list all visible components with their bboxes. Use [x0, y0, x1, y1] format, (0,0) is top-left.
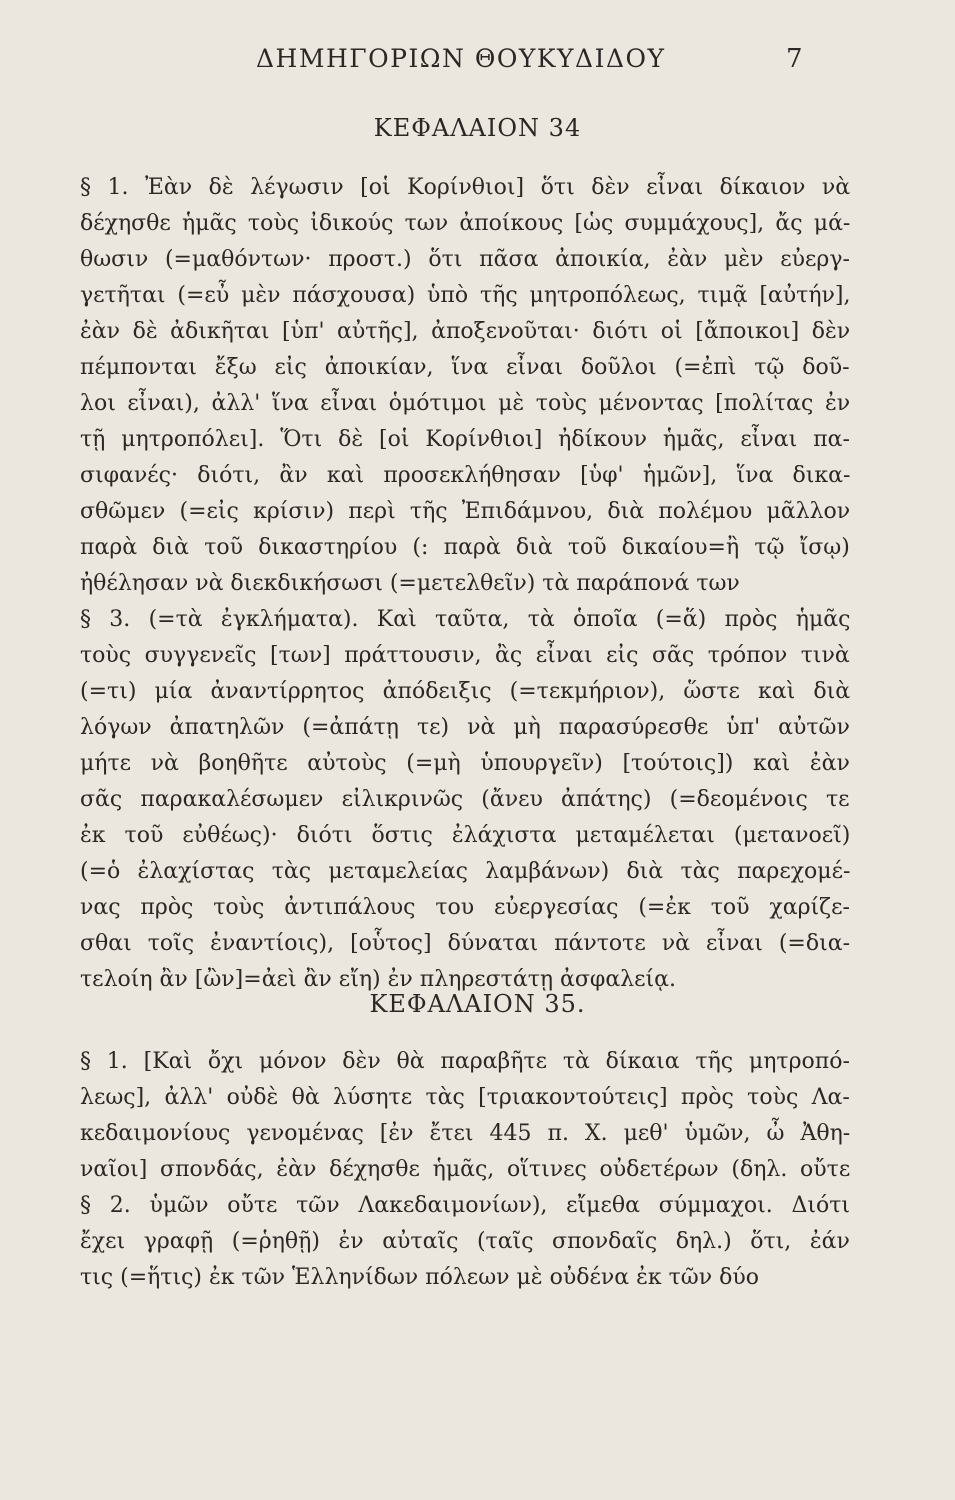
text-line: λεως], ἀλλ' οὐδὲ θὰ λύσητε τὰς [τριακοντούτεις] πρὸς τοὺς Λα-: [80, 1085, 850, 1110]
text-line: τοὺς συγγενεῖς [των] πράττουσιν, ἂς εἶναι εἰς σᾶς τρόπον τινὰ: [80, 643, 850, 668]
running-title: ΔΗΜΗΓΟΡΙΩΝ ΘΟΥΚΥΔΙΔΟΥ: [256, 44, 666, 73]
text-line: νας πρὸς τοὺς ἀντιπάλους του εὐεργεσίας (=ἐκ τοῦ χαρίζε-: [80, 895, 850, 920]
chapter-34-text: [80, 170, 850, 998]
text-line: § 1. [Καὶ ὄχι μόνον δὲν θὰ παραβῆτε τὰ δίκαια τῆς μητροπό-: [80, 1049, 850, 1074]
text-line: σιφανές· διότι, ἂν καὶ προσεκλήθησαν [ὑφ' ἡμῶν], ἵνα δικα-: [80, 463, 850, 488]
text-line: σθαι τοῖς ἐναντίοις), [οὗτος] δύναται πάντοτε νὰ εἶναι (=δια-: [80, 931, 850, 956]
text-line: σθῶμεν (=εἰς κρίσιν) περὶ τῆς Ἐπιδάμνου, διὰ πολέμου μᾶλλον: [80, 499, 850, 524]
text-line: ἔχει γραφῇ (=ῥηθῇ) ἐν αὐταῖς (ταῖς σπονδαῖς δηλ.) ὅτι, ἐάν: [80, 1229, 850, 1254]
chapter-heading-35: ΚΕΦΑΛΑΙΟΝ 35.: [369, 990, 586, 1018]
text-line: σᾶς παρακαλέσωμεν εἰλικρινῶς (ἄνευ ἀπάτης) (=δεομένοις τε: [80, 787, 850, 812]
text-line: τῇ μητροπόλει]. Ὅτι δὲ [οἱ Κορίνθιοι] ἠδίκουν ἡμᾶς, εἶναι πα-: [80, 427, 850, 452]
text-line: (=τι) μία ἀναντίρρητος ἀπόδειξις (=τεκμήριον), ὥστε καὶ διὰ: [80, 679, 850, 704]
page-number: 7: [786, 44, 803, 74]
text-line: παρὰ διὰ τοῦ δικαστηρίου (: παρὰ διὰ τοῦ δικαίου=ἢ τῷ ἴσῳ): [80, 535, 850, 560]
running-head: [0, 44, 955, 84]
text-line: θωσιν (=μαθόντων· προστ.) ὅτι πᾶσα ἀποικία, ἐὰν μὲν εὐεργ-: [80, 247, 850, 272]
text-line: § 3. (=τὰ ἐγκλήματα). Καὶ ταῦτα, τὰ ὁποῖα (=ἅ) πρὸς ἡμᾶς: [80, 607, 850, 632]
text-line: ἐὰν δὲ ἀδικῆται [ὑπ' αὐτῆς], ἀποξενοῦται· διότι οἱ [ἄποικοι] δὲν: [80, 319, 850, 344]
text-line: πέμπονται ἔξω εἰς ἀποικίαν, ἵνα εἶναι δοῦλοι (=ἐπὶ τῷ δοῦ-: [80, 355, 850, 380]
text-line: § 1. Ἐὰν δὲ λέγωσιν [οἱ Κορίνθιοι] ὅτι δὲν εἶναι δίκαιον νὰ: [80, 175, 850, 200]
text-line: λόγων ἀπατηλῶν (=ἀπάτῃ τε) νὰ μὴ παρασύρεσθε ὑπ' αὐτῶν: [80, 715, 850, 740]
text-line: ναῖοι] σπονδάς, ἐὰν δέχησθε ἡμᾶς, οἵτινες οὐδετέρων (δηλ. οὔτε: [80, 1157, 850, 1182]
chapter-35-text: [80, 1044, 850, 1296]
text-line: μήτε νὰ βοηθῆτε αὐτοὺς (=μὴ ὑπουργεῖν) [τούτοις]) καὶ ἐὰν: [80, 751, 850, 776]
text-line: ἠθέλησαν νὰ διεκδικήσωσι (=μετελθεῖν) τὰ παράπονά των: [80, 571, 740, 596]
text-line: (=ὁ ἐλαχίστας τὰς μεταμελείας λαμβάνων) διὰ τὰς παρεχομέ-: [80, 859, 850, 884]
text-line: ἐκ τοῦ εὐθέως)· διότι ὅστις ἐλάχιστα μεταμέλεται (μετανοεῖ): [80, 823, 850, 848]
text-line: τις (=ἥτις) ἐκ τῶν Ἑλληνίδων πόλεων μὲ οὐδένα ἐκ τῶν δύο: [80, 1265, 759, 1290]
text-line: § 2. ὑμῶν οὔτε τῶν Λακεδαιμονίων), εἴμεθα σύμμαχοι. Διότι: [80, 1193, 850, 1218]
text-line: δέχησθε ἡμᾶς τοὺς ἰδικούς των ἀποίκους [ὡς συμμάχους], ἄς μά-: [80, 211, 850, 236]
text-line: κεδαιμονίους γενομένας [ἐν ἔτει 445 π. Χ. μεθ' ὑμῶν, ὦ Ἀθη-: [80, 1121, 850, 1146]
text-line: τελοίη ἂν [ὢν]=ἀεὶ ἂν εἴη) ἐν πληρεστάτῃ ἀσφαλείᾳ.: [80, 967, 676, 992]
text-line: λοι εἶναι), ἀλλ' ἵνα εἶναι ὁμότιμοι μὲ τοὺς μένοντας [πολίτας ἐν: [80, 391, 850, 416]
text-line: γετῆται (=εὖ μὲν πάσχουσα) ὑπὸ τῆς μητροπόλεως, τιμᾷ [αὐτήν],: [80, 283, 850, 308]
chapter-heading-34: ΚΕΦΑΛΑΙΟΝ 34: [373, 114, 582, 142]
